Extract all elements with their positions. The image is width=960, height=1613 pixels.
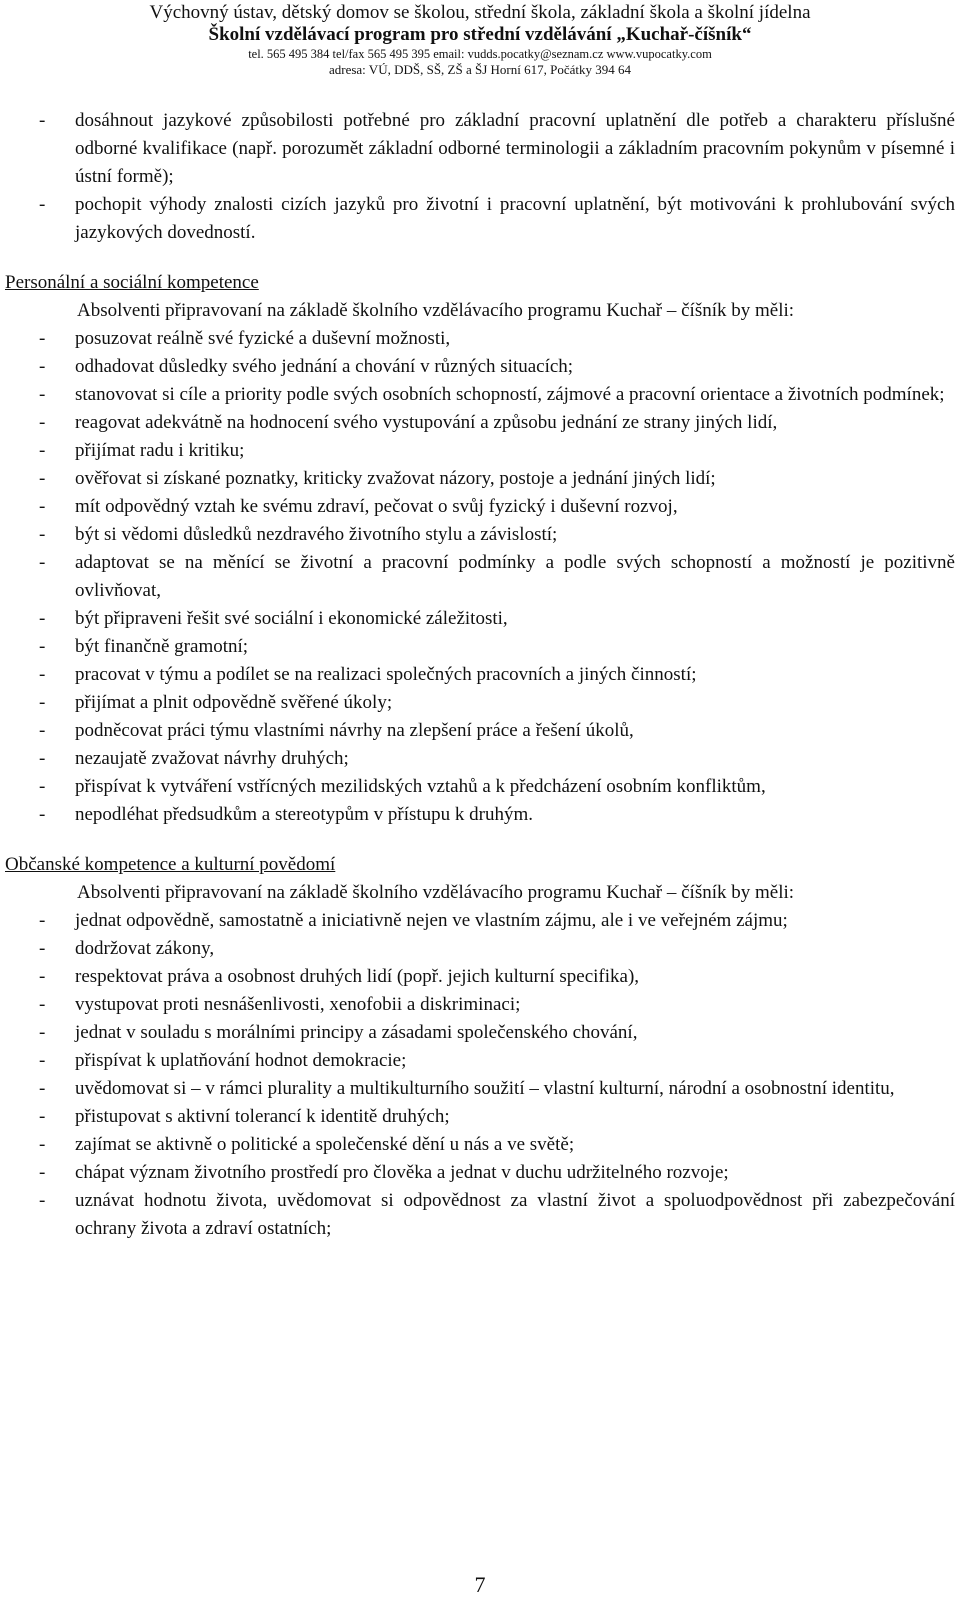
list-bullet: - <box>39 776 46 797</box>
list-bullet: - <box>39 1106 46 1127</box>
list-bullet: - <box>39 1162 46 1183</box>
list-item <box>5 773 955 801</box>
list-item-text: ověřovat si získané poznatky, kriticky zvažovat názory, postoje a jednání jiných lidí; <box>75 468 716 489</box>
list-bullet: - <box>39 664 46 685</box>
competence-list <box>5 325 955 829</box>
list-item <box>5 521 955 549</box>
list-bullet: - <box>39 804 46 825</box>
list-item-text: být si vědomi důsledků nezdravého životního stylu a závislostí; <box>75 524 558 545</box>
list-item <box>5 437 955 465</box>
list-bullet: - <box>39 552 46 573</box>
continuation-list <box>5 107 955 247</box>
list-item-text: posuzovat reálně své fyzické a duševní možnosti, <box>75 328 451 349</box>
list-item-text: adaptovat se na měnící se životní a pracovní podmínky a podle svých schopností a možností je pozitivně ovlivňovat, <box>75 552 955 601</box>
list-item <box>5 605 955 633</box>
header-address: adresa: VÚ, DDŠ, SŠ, ZŠ a ŠJ Horní 617, Počátky 394 64 <box>328 62 631 77</box>
list-bullet: - <box>39 440 46 461</box>
list-item-text: pracovat v týmu a podílet se na realizaci společných pracovních a jiných činností; <box>75 664 697 685</box>
list-bullet: - <box>39 412 46 433</box>
list-item <box>5 991 955 1019</box>
list-item <box>5 1075 955 1103</box>
list-item <box>5 493 955 521</box>
header-program: Školní vzdělávací program pro střední vzdělávání „Kuchař-číšník“ <box>208 24 752 45</box>
list-item-text: přijímat radu i kritiku; <box>75 440 245 461</box>
list-item <box>5 353 955 381</box>
list-item <box>5 717 955 745</box>
list-item <box>5 1187 955 1243</box>
list-bullet: - <box>39 720 46 741</box>
list-item-text: reagovat adekvátně na hodnocení svého vystupování a způsobu jednání ze strany jiných lidí, <box>75 412 778 433</box>
list-item-text: nezaujatě zvažovat návrhy druhých; <box>75 748 349 769</box>
list-item <box>5 907 955 935</box>
list-item <box>5 381 955 409</box>
list-item <box>5 1019 955 1047</box>
list-item <box>5 935 955 963</box>
list-bullet: - <box>39 608 46 629</box>
list-bullet: - <box>39 1078 46 1099</box>
list-item <box>5 963 955 991</box>
section-intro: Absolventi připravovaní na základě školního vzdělávacího programu Kuchař – číšník by měli: <box>77 882 795 903</box>
list-item <box>5 107 955 191</box>
list-item <box>5 549 955 605</box>
list-item <box>5 633 955 661</box>
list-item <box>5 1047 955 1075</box>
list-bullet: - <box>39 966 46 987</box>
list-item-text: pochopit výhody znalosti cizích jazyků pro životní i pracovní uplatnění, být motivováni k prohlubování svých jazykových dovedností. <box>75 194 955 243</box>
list-bullet: - <box>39 1134 46 1155</box>
list-bullet: - <box>39 328 46 349</box>
list-item-text: být finančně gramotní; <box>75 636 249 657</box>
header-institution: Výchovný ústav, dětský domov se školou, střední škola, základní škola a školní jídelna <box>149 2 811 23</box>
section-title: Občanské kompetence a kulturní povědomí <box>5 854 336 875</box>
list-item-text: chápat význam životního prostředí pro člověka a jednat v duchu udržitelného rozvoje; <box>75 1162 729 1183</box>
list-bullet: - <box>39 692 46 713</box>
list-item <box>5 465 955 493</box>
list-item <box>5 689 955 717</box>
list-item <box>5 191 955 247</box>
list-item-text: dodržovat zákony, <box>75 938 215 959</box>
section-intro: Absolventi připravovaní na základě školního vzdělávacího programu Kuchař – číšník by měli: <box>77 300 795 321</box>
list-item <box>5 1159 955 1187</box>
list-item <box>5 1131 955 1159</box>
list-item <box>5 801 955 829</box>
list-bullet: - <box>39 748 46 769</box>
list-item-text: přistupovat s aktivní tolerancí k identitě druhých; <box>75 1106 450 1127</box>
sections <box>5 269 955 1243</box>
list-item-text: podněcovat práci týmu vlastními návrhy na zlepšení práce a řešení úkolů, <box>75 720 634 741</box>
list-bullet: - <box>39 636 46 657</box>
list-item <box>5 745 955 773</box>
section-title: Personální a sociální kompetence <box>5 272 259 293</box>
list-bullet: - <box>39 1022 46 1043</box>
page-number: 7 <box>474 1572 486 1597</box>
list-bullet: - <box>39 110 46 131</box>
list-item-text: odhadovat důsledky svého jednání a chování v různých situacích; <box>75 356 574 377</box>
list-item-text: přispívat k vytváření vstřícných mezilidských vztahů a k předcházení osobním konfliktům, <box>75 776 766 797</box>
list-bullet: - <box>39 994 46 1015</box>
list-item-text: uznávat hodnotu života, uvědomovat si odpovědnost za vlastní život a spoluodpovědnost při zabezpečování ochrany života a zdraví ostatních; <box>75 1190 955 1239</box>
list-bullet: - <box>39 496 46 517</box>
list-bullet: - <box>39 468 46 489</box>
list-item-text: respektovat práva a osobnost druhých lidí (popř. jejich kulturní specifika), <box>75 966 640 987</box>
list-item <box>5 661 955 689</box>
list-item-text: přijímat a plnit odpovědně svěřené úkoly; <box>75 692 393 713</box>
list-bullet: - <box>39 194 46 215</box>
list-item-text: stanovovat si cíle a priority podle svých osobních schopností, zájmové a pracovní orientace a životních podmínek; <box>75 384 945 405</box>
list-item-text: mít odpovědný vztah ke svému zdraví, pečovat o svůj fyzický i duševní rozvoj, <box>75 496 678 517</box>
list-item <box>5 1103 955 1131</box>
list-item-text: být připraveni řešit své sociální i ekonomické záležitosti, <box>75 608 508 629</box>
list-bullet: - <box>39 356 46 377</box>
header-contacts: tel. 565 495 384 tel/fax 565 495 395 email: vudds.pocatky@seznam.cz www.vupocatky.com <box>248 47 712 61</box>
document-body <box>5 107 955 1243</box>
list-item <box>5 325 955 353</box>
list-item-text: zajímat se aktivně o politické a společenské dění u nás a ve světě; <box>75 1134 575 1155</box>
list-bullet: - <box>39 910 46 931</box>
list-bullet: - <box>39 1050 46 1071</box>
competence-section <box>5 269 955 829</box>
list-item-text: jednat v souladu s morálními principy a zásadami společenského chování, <box>75 1022 638 1043</box>
list-bullet: - <box>39 938 46 959</box>
list-item-text: vystupovat proti nesnášenlivosti, xenofobii a diskriminaci; <box>75 994 521 1015</box>
list-item-text: uvědomovat si – v rámci plurality a multikulturního soužití – vlastní kulturní, národní a osobnostní identitu, <box>75 1078 895 1099</box>
list-bullet: - <box>39 384 46 405</box>
document-header <box>0 0 960 78</box>
list-item-text: přispívat k uplatňování hodnot demokracie; <box>75 1050 407 1071</box>
list-item-text: dosáhnout jazykové způsobilosti potřebné pro základní pracovní uplatnění dle potřeb a charakteru příslušné odborné kvalifikace (např. porozumět základní odborné terminologii a základním pracovním pokynům v písemné i ústní formě); <box>75 110 955 187</box>
competence-section <box>5 851 955 1243</box>
list-bullet: - <box>39 524 46 545</box>
list-item-text: jednat odpovědně, samostatně a iniciativně nejen ve vlastním zájmu, ale i ve veřejném zájmu; <box>75 910 788 931</box>
list-item <box>5 409 955 437</box>
list-bullet: - <box>39 1190 46 1211</box>
competence-list <box>5 907 955 1243</box>
list-item-text: nepodléhat předsudkům a stereotypům v přístupu k druhým. <box>75 804 534 825</box>
